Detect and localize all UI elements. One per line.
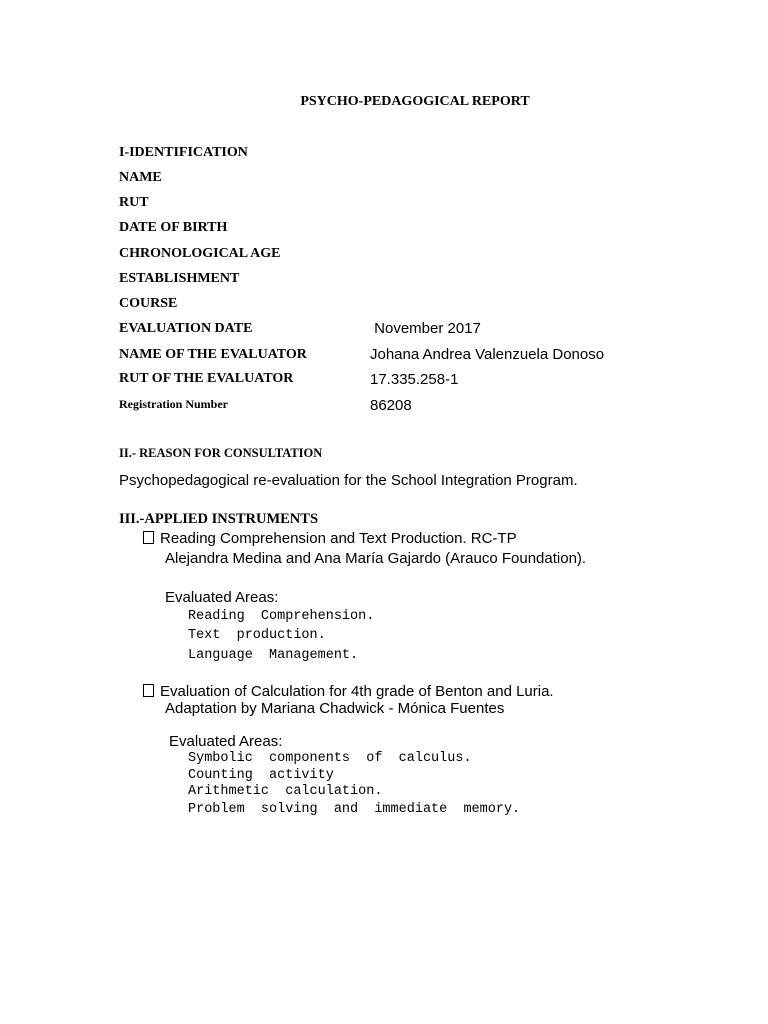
field-label-evaluation-date: EVALUATION DATE: [119, 321, 253, 336]
evaluated-area: Problem solving and immediate memory.: [188, 802, 521, 817]
field-value-evaluator-rut: 17.335.258-1: [370, 371, 459, 388]
instrument-name: Reading Comprehension and Text Production. RC-TP: [160, 530, 517, 547]
instruments-heading: III.-APPLIED INSTRUMENTS: [119, 511, 319, 527]
instrument-authors: Alejandra Medina and Ana María Gajardo (Arauco Foundation).: [165, 550, 587, 567]
checkbox-icon: [143, 531, 154, 544]
instrument-name: Evaluation of Calculation for 4th grade of Benton and Luria.: [160, 683, 554, 700]
field-label-course: COURSE: [119, 296, 178, 311]
evaluated-area: Symbolic components of calculus.: [188, 751, 472, 766]
evaluated-area: Text production.: [188, 628, 326, 643]
instrument-item: [143, 530, 517, 547]
field-label-date-of-birth: DATE OF BIRTH: [119, 220, 228, 235]
field-label-establishment: ESTABLISHMENT: [119, 271, 240, 286]
field-label-name: NAME: [119, 170, 162, 185]
field-label-evaluator-rut: RUT OF THE EVALUATOR: [119, 371, 294, 386]
field-label-chronological-age: CHRONOLOGICAL AGE: [119, 246, 281, 261]
report-title: PSYCHO-PEDAGOGICAL REPORT: [300, 94, 530, 109]
instrument-item: [143, 683, 554, 700]
field-value-evaluator-name: Johana Andrea Valenzuela Donoso: [370, 346, 605, 363]
field-label-evaluator-name: NAME OF THE EVALUATOR: [119, 347, 307, 362]
evaluated-areas-label: Evaluated Areas:: [165, 589, 279, 606]
field-value-registration-number: 86208: [370, 397, 412, 414]
consultation-text: Psychopedagogical re-evaluation for the School Integration Program.: [119, 472, 578, 489]
evaluated-area: Language Management.: [188, 648, 359, 663]
checkbox-icon: [143, 684, 154, 697]
evaluated-area: Reading Comprehension.: [188, 609, 375, 624]
evaluated-areas-label: Evaluated Areas:: [169, 733, 283, 750]
consultation-heading: II.- REASON FOR CONSULTATION: [119, 446, 323, 460]
field-value-evaluation-date: November 2017: [370, 320, 481, 337]
field-label-registration-number: Registration Number: [119, 397, 228, 411]
evaluated-area: Arithmetic calculation.: [188, 784, 383, 799]
instrument-authors: Adaptation by Mariana Chadwick - Mónica Fuentes: [165, 700, 505, 717]
identification-heading: I-IDENTIFICATION: [119, 145, 248, 160]
evaluated-area: Counting activity: [188, 768, 334, 783]
field-label-rut: RUT: [119, 195, 149, 210]
